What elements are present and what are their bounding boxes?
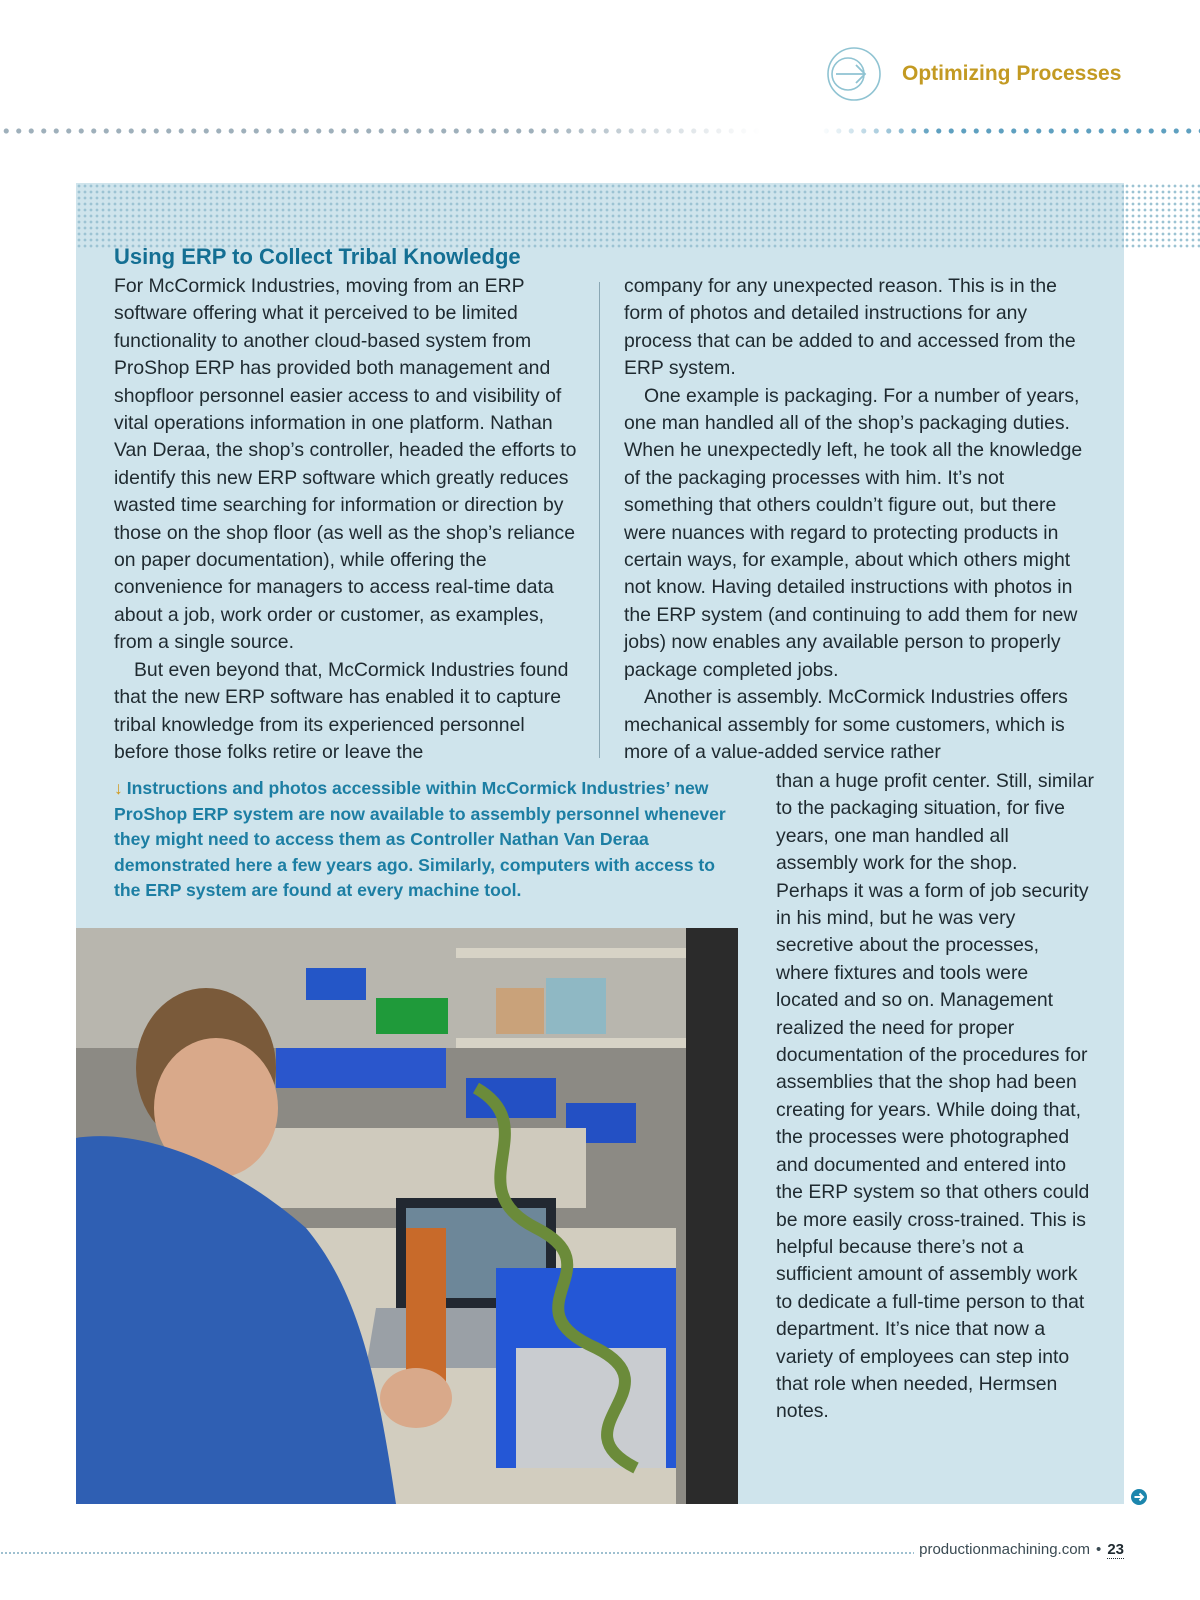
paragraph: For McCormick Industries, moving from an ERP software offering what it perceived to be limited functionality to another cloud-based system from ProShop ERP has provided both management and shopfloor personnel easier access to and visibility of vital operations information in one platform. Nathan Van Deraa, the shop’s controller, headed the efforts to identify this new ERP software which greatly reduces wasted time searching for information or direction by those on the shop floor (as well as the shop’s reliance on paper documentation), while offering the convenience for managers to access real-time data about a job, work order or customer, as examples, from a single source. (114, 275, 577, 654)
section-header (826, 46, 1126, 106)
footer-dot-rule (0, 1552, 914, 1554)
article-column-right (624, 273, 1094, 766)
column-divider (599, 282, 600, 758)
down-arrow-icon: ↓ (114, 778, 123, 798)
section-title: Optimizing Processes (902, 62, 1122, 85)
panel-dot-band (76, 183, 1200, 249)
arrow-right-circle-icon (826, 46, 882, 102)
footer (919, 1541, 1124, 1558)
footer-separator: • (1096, 1541, 1102, 1558)
paragraph: than a huge profit center. Still, similar to the packaging situation, for five years, one man handled all assembly work for the shop. Perhaps it was a form of job security in his mind, but he was very secretive about the processes, where fixtures and tools were located and so on. Management realized the need for proper documentation of the procedures for assemblies that the shop had been creating for years. While doing that, the processes were photographed and documented and entered into the ERP system so that others could be more easily cross-trained. This is helpful because there’s not a sufficient amount of assembly work to dedicate a full-time person to that department. It’s nice that now a variety of employees can step into that role when needed, Hermsen notes. (776, 770, 1094, 1423)
article-heading: Using ERP to Collect Tribal Knowledge (114, 244, 521, 269)
article-column-narrow (776, 768, 1094, 1426)
photo-caption (114, 776, 734, 904)
panel-dot-band-edge (1124, 183, 1200, 249)
paragraph: One example is packaging. For a number of years, one man handled all of the shop’s packaging duties. When he unexpectedly left, he took all the knowledge of the packaging processes with him. It’s not something that others couldn’t figure out, but there were nuances with regard to protecting products in certain ways, for example, about which others might not know. Having detailed instructions with photos in the ERP system (and continuing to add them for new jobs) now enables any available person to properly package completed jobs. (624, 384, 1083, 681)
workshop-photo (76, 928, 738, 1504)
continue-arrow-icon[interactable] (1130, 1488, 1148, 1506)
page-number: 23 (1107, 1541, 1124, 1558)
paragraph: Another is assembly. McCormick Industries offers mechanical assembly for some customers, which is more of a value-added service rather (624, 686, 1068, 763)
header-dot-rule-right (820, 126, 1200, 136)
caption-text: Instructions and photos accessible within McCormick Industries’ new ProShop ERP system are now available to assembly personnel whenever they might need to access them as Controller Nathan Van Deraa demonstrated here a few years ago. Similarly, computers with access to the ERP system are found at every machine tool. (114, 778, 726, 900)
header-dot-rule-left (0, 126, 760, 136)
paragraph: company for any unexpected reason. This is in the form of photos and detailed instructions for any process that can be added to and accessed from the ERP system. (624, 275, 1076, 380)
paragraph: But even beyond that, McCormick Industries found that the new ERP software has enabled it to capture tribal knowledge from its experienced personnel before those folks retire or leave the (114, 658, 569, 763)
article-column-left (114, 273, 584, 766)
footer-site[interactable]: productionmachining.com (919, 1541, 1091, 1558)
